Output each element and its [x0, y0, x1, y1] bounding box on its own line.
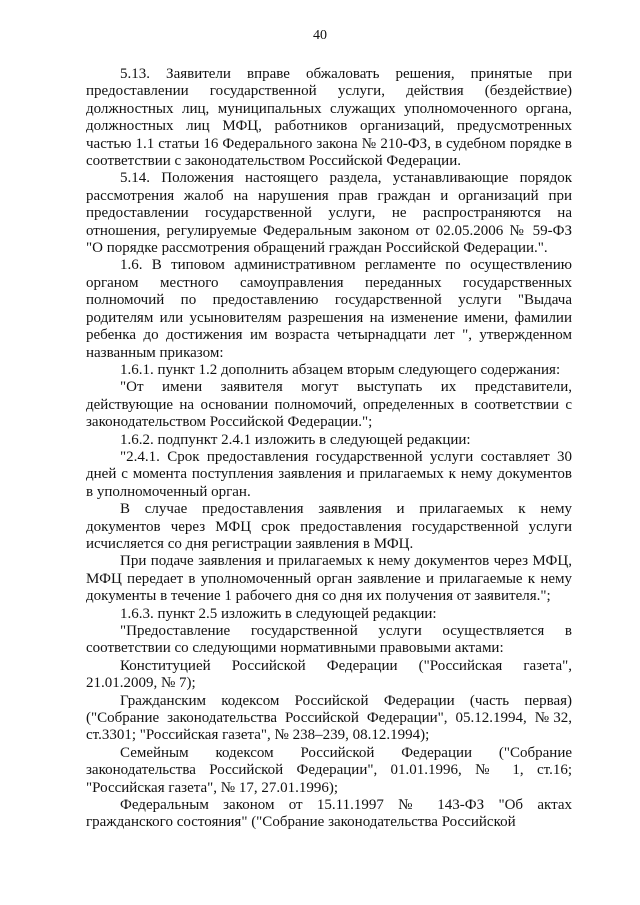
paragraph-2-4-1: "2.4.1. Срок предоставления государственной услуги составляет 30 дней с момента поступления заявления и прилагаемых к нему документов в уполномоченный орган. [86, 448, 572, 500]
paragraph-federal-law-143: Федеральным законом от 15.11.1997 № 143-ФЗ "Об актах гражданского состояния" ("Собрание законодательства Российской [86, 797, 572, 831]
paragraph-1-6: 1.6. В типовом административном регламенте по осуществлению органом местного самоуправления переданных государственных полномочий по предоставлению государственной услуги "Выдача родителям или усыновителям разрешения на изменение имени, фамилии ребенка до достижения им возраста четырнадцати лет ", утвержденном названным приказом: [86, 257, 572, 361]
paragraph-civil-code: Гражданским кодексом Российской Федерации (часть первая) ("Собрание законодательства Российской Федерации", 05.12.1994, №32, ст.3301; "Российская газета", № 238–239, 08.12.1994); [86, 692, 572, 744]
paragraph-family-code: Семейным кодексом Российской Федерации ("Собрание законодательства Российской Федерации", 01.01.1996, № 1, ст.16; "Российская газета", № 17, 27.01.1996); [86, 744, 572, 796]
paragraph-mfc-transfer: При подаче заявления и прилагаемых к нему документов через МФЦ, МФЦ передает в уполномоченный орган заявление и прилагаемые к нему документы в течение 1 рабочего дня со дня их получения от заявителя."; [86, 553, 572, 605]
paragraph-5-14: 5.14. Положения настоящего раздела, устанавливающие порядок рассмотрения жалоб на нарушения прав граждан и организаций при предоставлении государственной услуги, не распространяются на отношения, регулируемые Федеральным законом от 02.05.2006 № 59-ФЗ "О порядке рассмотрения обращений граждан Российской Федерации.". [86, 170, 572, 257]
paragraph-mfc-term: В случае предоставления заявления и прилагаемых к нему документов через МФЦ срок предоставления государственной услуги исчисляется со дня регистрации заявления в МФЦ. [86, 501, 572, 552]
paragraph-constitution: Конституцией Российской Федерации ("Российская газета", 21.01.2009, № 7); [86, 657, 572, 692]
paragraph-legal-acts: "Предоставление государственной услуги осуществляется в соответствии со следующими нормативными правовыми актами: [86, 623, 572, 657]
page-number: 40 [313, 28, 327, 43]
paragraph-1-6-3: 1.6.3. пункт 2.5 изложить в следующей редакции: [120, 605, 437, 622]
paragraph-representatives: "От имени заявителя могут выступать их представители, действующие на основании полномочий, определенных в соответствии с законодательством Российской Федерации."; [86, 379, 572, 431]
document-body [86, 66, 572, 832]
paragraph-1-6-1: 1.6.1. пункт 1.2 дополнить абзацем вторым следующего содержания: [120, 361, 561, 378]
paragraph-5-13: 5.13. Заявители вправе обжаловать решения, принятые при предоставлении государственной услуги, действия (бездействие) должностных лиц, муниципальных служащих уполномоченного органа, должностных лиц МФЦ, работников организаций, предусмотренных частью 1.1 статьи 16 Федерального закона № 210-ФЗ, в судебном порядке в соответствии с законодательством Российской Федерации. [86, 66, 572, 170]
paragraph-1-6-2: 1.6.2. подпункт 2.4.1 изложить в следующей редакции: [120, 431, 471, 448]
